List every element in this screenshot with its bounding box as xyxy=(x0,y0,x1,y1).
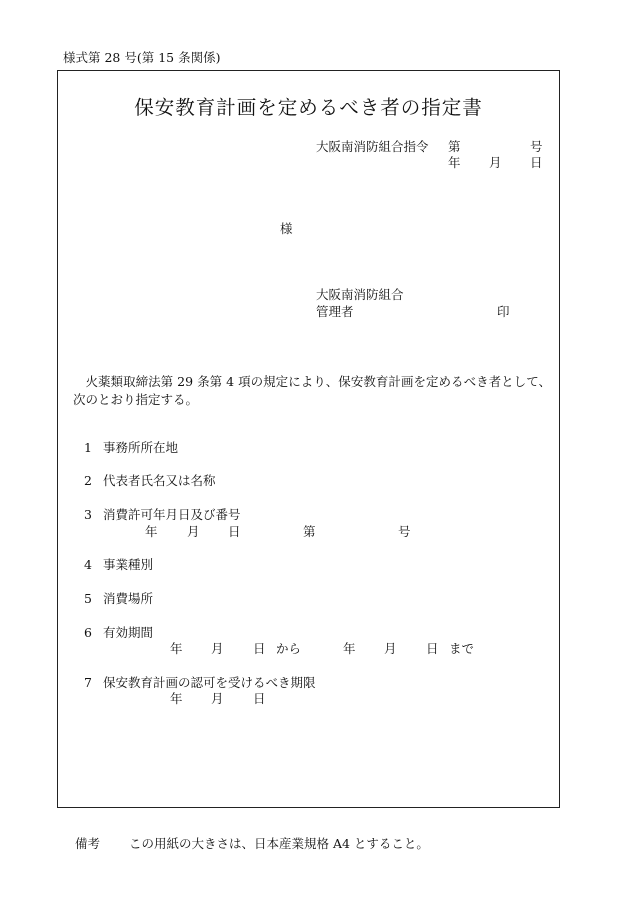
valid-until-month: 月 xyxy=(384,641,397,656)
item-number: 5 xyxy=(84,591,92,606)
body-paragraph: 火薬類取締法第 29 条第 4 項の規定により、保安教育計画を定めるべき者として、次のとおり指定する。 xyxy=(73,374,551,408)
document-title: 保安教育計画を定めるべき者の指定書 xyxy=(134,96,483,119)
item-number: 2 xyxy=(84,473,92,488)
sender-title: 管理者 xyxy=(316,304,354,319)
date-month: 月 xyxy=(489,155,502,170)
item-number: 6 xyxy=(84,625,92,640)
document-frame xyxy=(57,70,560,808)
permit-year: 年 xyxy=(145,524,158,539)
issuer-label: 大阪南消防組合指令 xyxy=(316,139,429,154)
remarks-text: この用紙の大きさは、日本産業規格 A4 とすること。 xyxy=(129,836,429,851)
item-label-approval-deadline: 保安教育計画の認可を受けるべき期限 xyxy=(103,675,316,690)
remarks-label: 備考 xyxy=(75,836,101,851)
item-label-representative: 代表者氏名又は名称 xyxy=(103,473,216,488)
permit-day: 日 xyxy=(228,524,241,539)
item-number: 4 xyxy=(84,557,92,572)
valid-from-month: 月 xyxy=(211,641,224,656)
seal-mark: 印 xyxy=(497,304,510,319)
item-label-consumption-place: 消費場所 xyxy=(103,591,154,606)
valid-until-label: まで xyxy=(449,641,475,656)
deadline-month: 月 xyxy=(211,691,224,706)
doc-number-prefix: 第 xyxy=(448,139,461,154)
item-label-business-type: 事業種別 xyxy=(103,557,154,572)
valid-until-day: 日 xyxy=(426,641,439,656)
deadline-day: 日 xyxy=(253,691,266,706)
deadline-year: 年 xyxy=(170,691,183,706)
permit-number-prefix: 第 xyxy=(303,524,316,539)
item-number: 3 xyxy=(84,507,92,522)
item-label-valid-period: 有効期間 xyxy=(103,625,154,640)
permit-month: 月 xyxy=(187,524,200,539)
item-label-permit-date-number: 消費許可年月日及び番号 xyxy=(103,507,241,522)
form-number-label: 様式第 28 号(第 15 条関係) xyxy=(63,50,221,65)
sender-organization: 大阪南消防組合 xyxy=(316,287,404,302)
valid-from-label: から xyxy=(276,641,302,656)
doc-number-suffix: 号 xyxy=(530,139,543,154)
item-number: 1 xyxy=(84,440,92,455)
item-number: 7 xyxy=(84,675,92,690)
valid-from-day: 日 xyxy=(253,641,266,656)
valid-from-year: 年 xyxy=(170,641,183,656)
date-day: 日 xyxy=(530,155,543,170)
addressee-honorific: 様 xyxy=(280,221,293,236)
valid-until-year: 年 xyxy=(343,641,356,656)
permit-number-suffix: 号 xyxy=(398,524,411,539)
item-label-office-address: 事務所所在地 xyxy=(103,440,179,455)
date-year: 年 xyxy=(448,155,461,170)
